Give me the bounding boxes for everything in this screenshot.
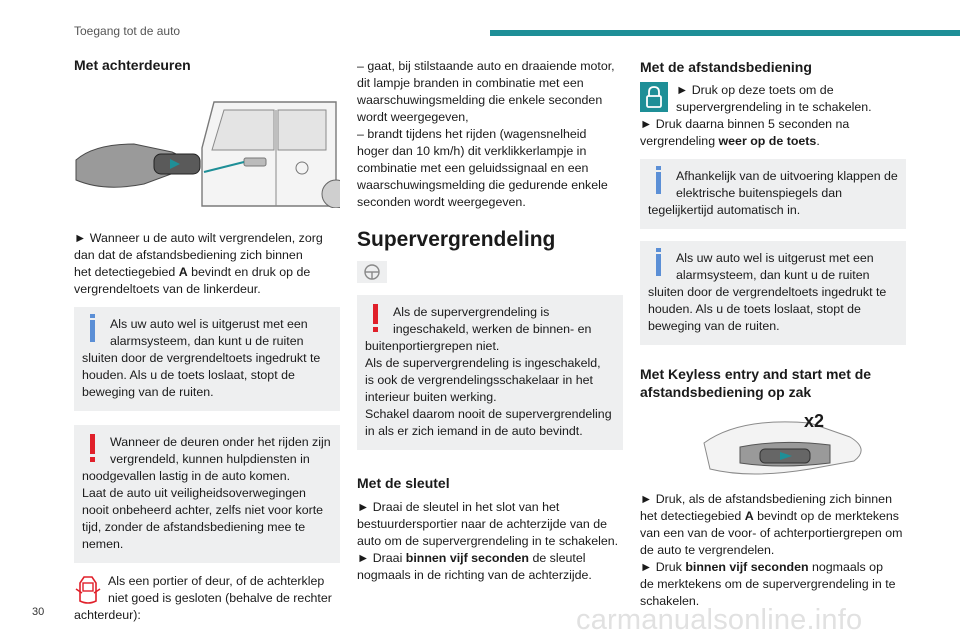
mirror-info-box: Afhankelijk van de uitvoering klappen de elektrische buitenspiegels dan tegelijkertijd automatisch in. [640, 159, 906, 229]
warning-icon [365, 304, 387, 336]
column-3: Met de afstandsbediening ► Druk op deze toets om de supervergrendeling in te schakelen. ► Druk daarna binnen 5 seconden na vergrendeling weer op de toets. Afhankelijk van de uitvoering klappen de elektrische buitenspiegels dan tegelijkertijd automatisch in. Als uw auto wel is uitgerust met een alarmsysteem, dan kunt u de ruiten sluiten door de vergrendeltoets ingedrukt te houden. Als u de toets loslaat, stopt de beweging van de ruiten. Met Keyless entry and start met de afstandsbediening op zak x2 ► Druk, als de afstandsbediening zich binnen het detectiegebied A bevindt op de merktekens van een van de voor- of achterportiergrepen om de auto te vergrendelen. ► Druk binnen vijf seconden nogmaals op de merktekens om de supervergrendeling in te schakelen. [640, 58, 906, 610]
lock-step: ► Wanneer u de auto wilt vergrendelen, zorg dan dat de afstandsbediening zich binnen het detectiegebied A bevindt en druk op de vergrendeltoets van de linkerdeur. [74, 231, 323, 296]
padlock-icon [640, 82, 668, 112]
key-steps: ► Draai de sleutel in het slot van het bestuurdersportier naar de achterzijde van de auto om de supervergrendeling in te schakelen. ► Draai binnen vijf seconden de sleutel nogmaals in de richting van de achterzijde. [357, 500, 619, 582]
section-title: Toegang tot de auto [74, 24, 181, 38]
x2-label: x2 [804, 411, 825, 431]
rear-door-illustration [74, 88, 340, 208]
info-icon [82, 316, 104, 348]
header-accent-bar [490, 30, 960, 36]
supervergrendeling-warning-box: Als de supervergrendeling is ingeschakeld, werken de binnen- en buitenportiergrepen niet. Als de supervergrendeling is ingeschakeld, is ook de vergrendelingsschakelaar in het interieur buiten werking. Schakel daarom nooit de supervergrendeling in als er zich iemand in de auto bevindt. [357, 295, 623, 450]
alarm-info-box: Als uw auto wel is uitgerust met een alarmsysteem, dan kunt u de ruiten sluiten door de vergrendeltoets ingedrukt te houden. Als u de toets loslaat, stopt de beweging van de ruiten. [640, 241, 906, 345]
door-open-note: Als een portier of deur, of de achterklep niet goed is gesloten (behalve de rechter achterdeur): [74, 574, 332, 622]
column-2 [357, 58, 623, 584]
heading-rear-doors: Met achterdeuren [74, 57, 191, 73]
warning-lamp-text: – gaat, bij stilstaande auto en draaiende motor, dit lampje branden in combinatie met een waarschuwingsmelding die enkele seconden wordt weergegeven, – brandt tijdens het rijden (wagensnelheid hoger dan 10 km/h) dit verklikkerlampje in combinatie met een geluidssignaal en een waarschuwingsmelding die gedurende enkele seconden wordt weergegeven. [357, 59, 615, 209]
alarm-info-box: Als uw auto wel is uitgerust met een alarmsysteem, dan kunt u de ruiten sluiten door de vergrendeltoets ingedrukt te houden. Als u de toets loslaat, stopt de beweging van de ruiten. [74, 307, 340, 411]
column-1 [74, 56, 340, 624]
keyless-steps: ► Druk, als de afstandsbediening zich binnen het detectiegebied A bevindt op de merktekens van een van de voor- of achterportiergrepen om de auto te vergrendelen. ► Druk binnen vijf seconden nogmaals op de merktekens om de supervergrendeling in te schakelen. [640, 492, 903, 608]
heading-with-remote: Met de afstandsbediening [640, 59, 812, 75]
watermark: carmanualsonline.info [576, 604, 863, 636]
heading-with-key: Met de sleutel [357, 475, 450, 491]
emergency-warning-box: Wanneer de deuren onder het rijden zijn vergrendeld, kunnen hulpdiensten in noodgevallen lastig in de auto komen. Laat de auto uit veiligheidsoverwegingen nooit onbeheerd achter, zelfs niet voor korte tijd, zonder de afstandsbediening mee te nemen. [74, 425, 340, 563]
info-icon [648, 168, 670, 200]
heading-keyless-entry: Met Keyless entry and start met de afstandsbediening op zak [640, 366, 872, 400]
steering-wheel-icon [357, 261, 387, 283]
keyless-illustration [700, 413, 906, 483]
warning-icon [82, 434, 104, 466]
heading-supervergrendeling: Supervergrendeling [357, 228, 556, 251]
remote-steps: ► Druk op deze toets om de supervergrendeling in te schakelen. [640, 82, 906, 116]
info-icon [648, 250, 670, 282]
page-number: 30 [32, 606, 45, 618]
door-open-warning-icon [74, 573, 102, 607]
